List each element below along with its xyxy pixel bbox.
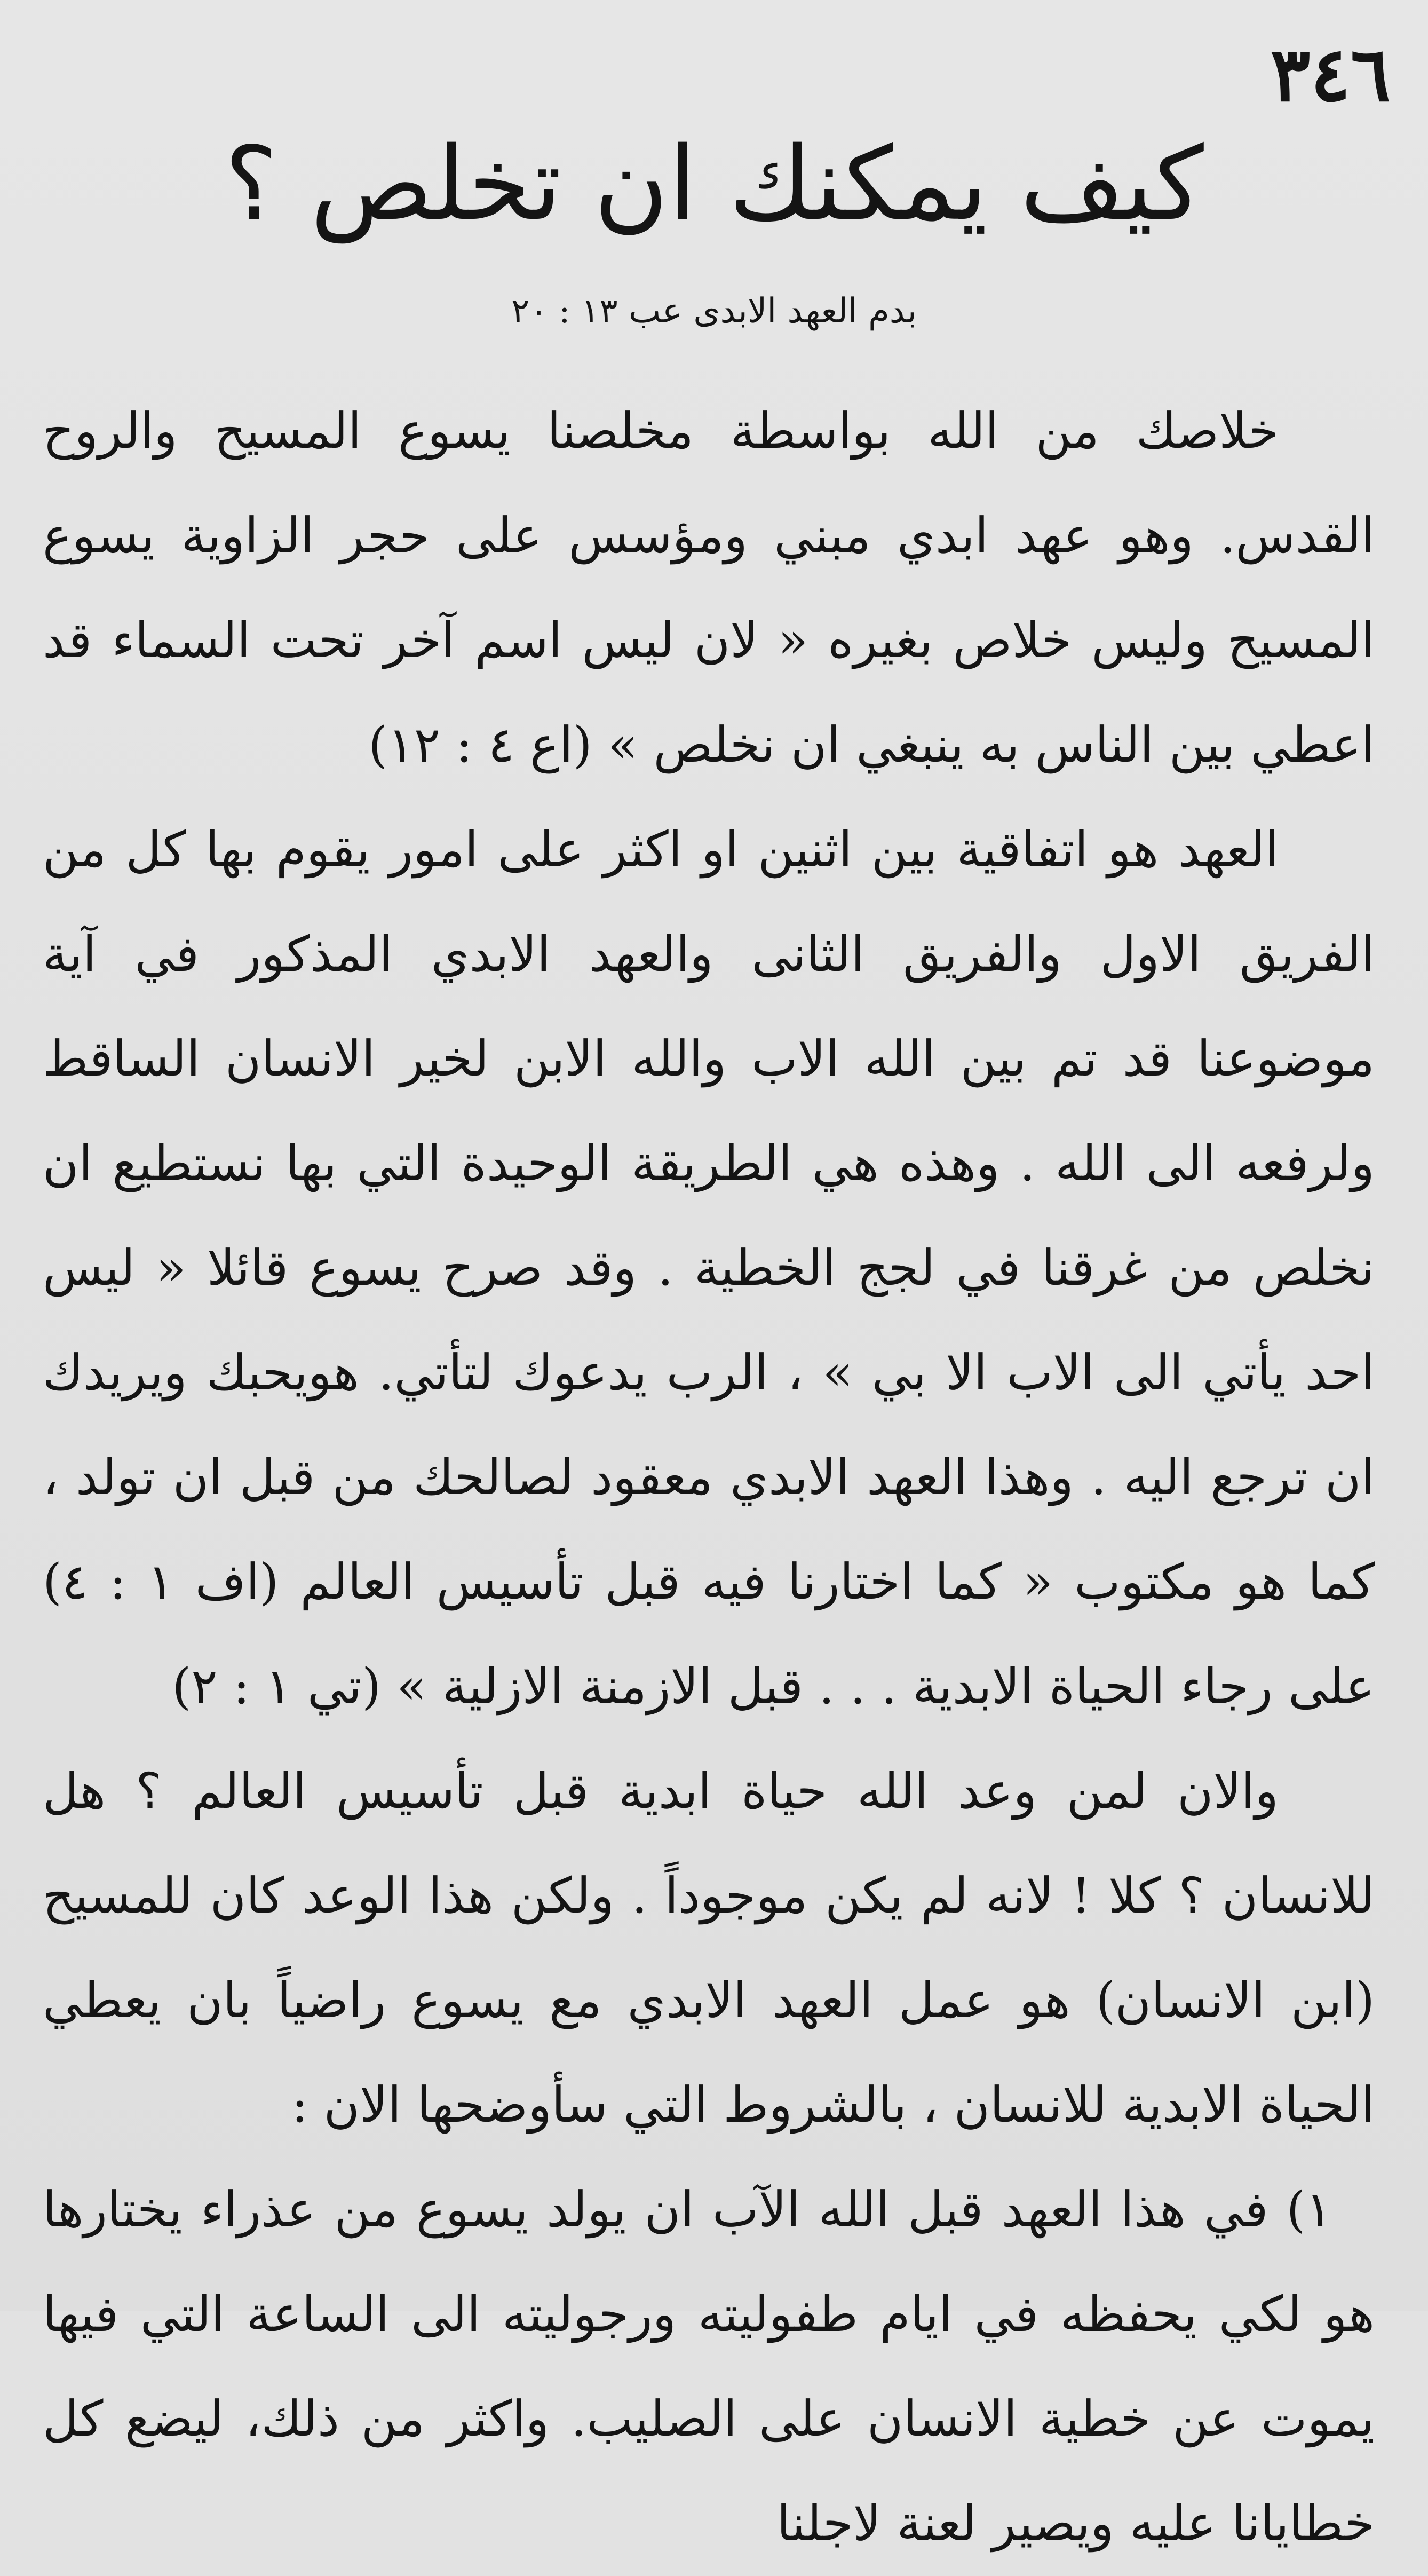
paragraph-4: ١) في هذا العهد قبل الله الآب ان يولد يسوع من عذراء يختارها هو لكي يحفظه في ايام طفوليته ورجوليته الى الساعة التي فيها يموت عن خطية الانسان على الصليب. واكثر من ذلك، ليضع كل خطايانا عليه ويصير لعنة لاجلنا xyxy=(43,2181,1375,2552)
page-subtitle: بدم العهد الابدى عب ١٣ : ٢٠ xyxy=(511,291,917,331)
page-title: كيف يمكنك ان تخلص ؟ xyxy=(224,125,1204,243)
paragraph-3: والان لمن وعد الله حياة ابدية قبل تأسيس العالم ؟ هل للانسان ؟ كلا ! لانه لم يكن موجوداً . ولكن هذا الوعد كان للمسيح (ابن الانسان) هو عمل العهد الابدي مع يسوع راضياً بان يعطي الحياة الابدية للانسان ، بالشروط التي سأوضحها الان : xyxy=(43,1763,1375,2134)
paragraph-2: العهد هو اتفاقية بين اثنين او اكثر على امور يقوم بها كل من الفريق الاول والفريق الثانى والعهد الابدي المذكور في آية موضوعنا قد تم بين الله الاب والله الابن لخير الانسان الساقط ولرفعه الى الله . وهذه هي الطريقة الوحيدة التي بها نستطيع ان نخلص من غرقنا في لجج الخطية . وقد صرح يسوع قائلا « ليس احد يأتي الى الاب الا بي » ، الرب يدعوك لتأتي. هويحبك ويريدك ان ترجع اليه . وهذا العهد الابدي معقود لصالحك من قبل ان تولد ، كما هو مكتوب « كما اختارنا فيه قبل تأسيس العالم (اف ١ : ٤) على رجاء الحياة الابدية . . . قبل الازمنة الازلية » (تي ١ : ٢) xyxy=(43,821,1375,1715)
body-text xyxy=(43,379,1375,2576)
page-number: ٣٤٦ xyxy=(1270,31,1391,118)
paragraph-1: خلاصك من الله بواسطة مخلصنا يسوع المسيح والروح القدس. وهو عهد ابدي مبني ومؤسس على حجر الزاوية يسوع المسيح وليس خلاص بغيره « لان ليس اسم آخر تحت السماء قد اعطي بين الناس به ينبغي ان نخلص » (اع ٤ : ١٢) xyxy=(43,402,1375,773)
